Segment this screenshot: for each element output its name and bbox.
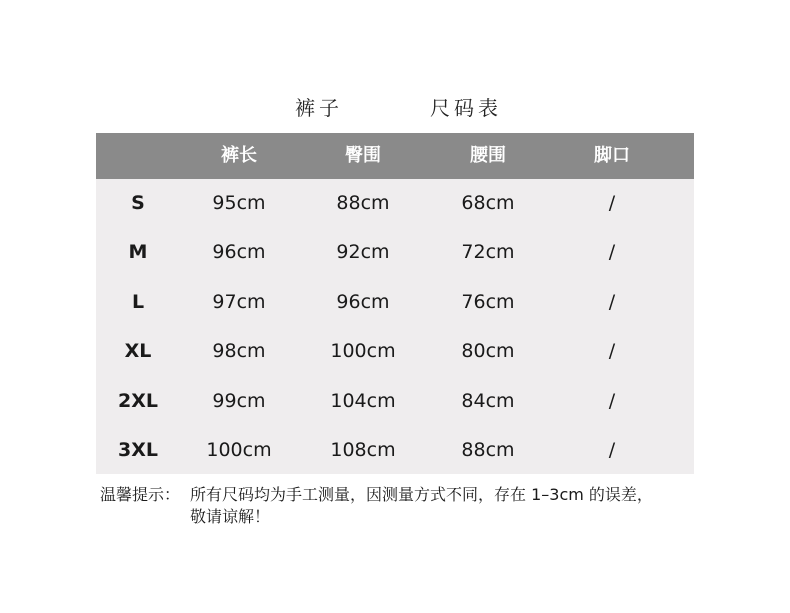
- size-label: L: [131, 291, 145, 313]
- note-text-line2: 敬请谅解！: [190, 507, 271, 526]
- page-title: [0, 92, 790, 122]
- table-row: [96, 278, 694, 327]
- size-label: S: [131, 192, 145, 214]
- waist-value: 80cm: [461, 340, 515, 362]
- header-waist: 腰围: [470, 145, 506, 166]
- table-row: [96, 179, 694, 228]
- length-value: 97cm: [212, 291, 266, 313]
- length-value: 95cm: [212, 192, 266, 214]
- table-row: [96, 426, 694, 475]
- hem-value: /: [608, 192, 616, 214]
- hem-value: /: [608, 241, 616, 263]
- hip-value: 88cm: [336, 192, 390, 214]
- table-row: [96, 327, 694, 376]
- length-value: 96cm: [212, 241, 266, 263]
- table-row: [96, 377, 694, 426]
- table-row: [96, 228, 694, 277]
- waist-value: 88cm: [461, 439, 515, 461]
- hem-value: /: [608, 340, 616, 362]
- hem-value: /: [608, 291, 616, 313]
- size-label: 2XL: [118, 390, 158, 412]
- title-size-chart: 尺码表: [430, 96, 502, 120]
- hip-value: 100cm: [330, 340, 396, 362]
- hem-value: /: [608, 390, 616, 412]
- header-hem: 脚口: [594, 145, 630, 166]
- waist-value: 72cm: [461, 241, 515, 263]
- note-text-line1: 所有尺码均为手工测量，因测量方式不同，存在 1–3cm 的误差，: [190, 485, 653, 504]
- table-header-row: [96, 133, 694, 179]
- title-product: 裤子: [295, 96, 343, 120]
- note-label: 温馨提示：: [100, 485, 181, 504]
- waist-value: 68cm: [461, 192, 515, 214]
- waist-value: 84cm: [461, 390, 515, 412]
- size-chart-table: [96, 133, 694, 474]
- length-value: 100cm: [206, 439, 272, 461]
- header-pants-length: 裤长: [221, 145, 257, 166]
- hip-value: 104cm: [330, 390, 396, 412]
- waist-value: 76cm: [461, 291, 515, 313]
- size-label: 3XL: [118, 439, 158, 461]
- header-size: [83, 133, 193, 179]
- hip-value: 92cm: [336, 241, 390, 263]
- size-label: M: [128, 241, 148, 263]
- hem-value: /: [608, 439, 616, 461]
- size-label: XL: [124, 340, 152, 362]
- length-value: 98cm: [212, 340, 266, 362]
- hip-value: 108cm: [330, 439, 396, 461]
- hip-value: 96cm: [336, 291, 390, 313]
- length-value: 99cm: [212, 390, 266, 412]
- header-hip: 臀围: [345, 145, 381, 166]
